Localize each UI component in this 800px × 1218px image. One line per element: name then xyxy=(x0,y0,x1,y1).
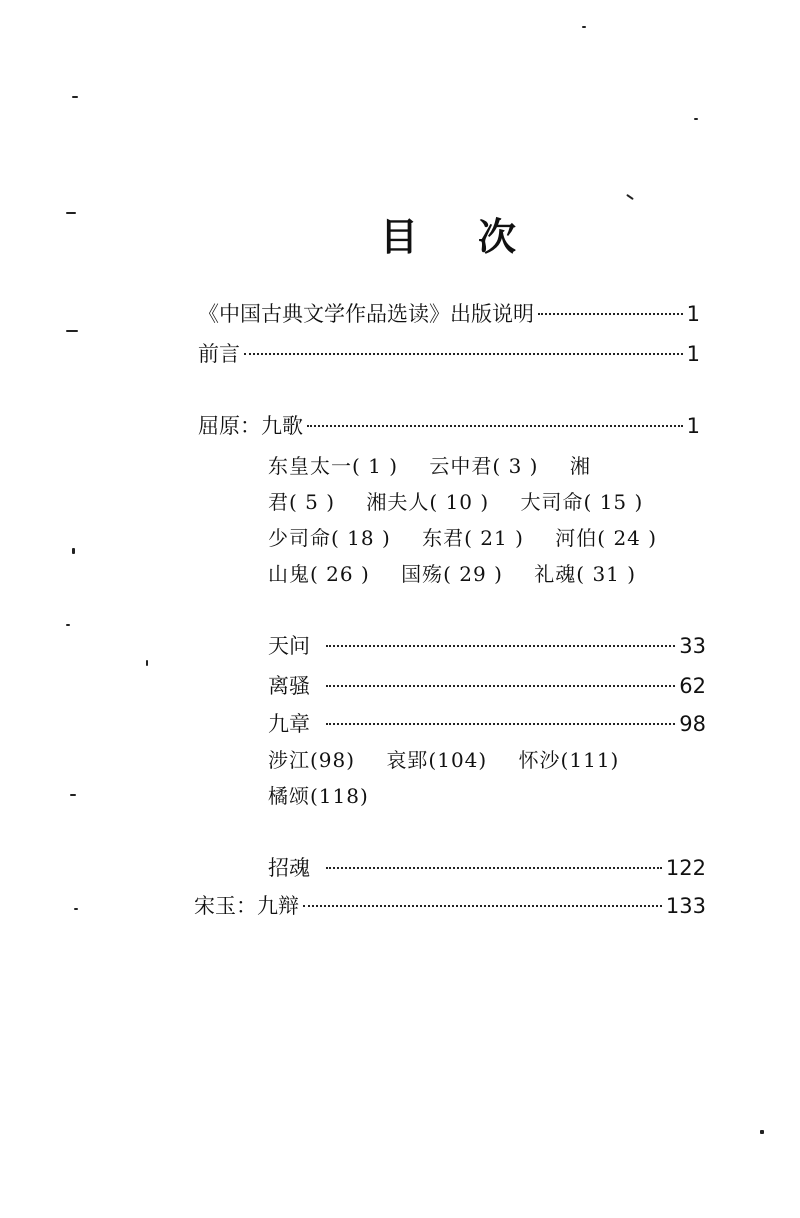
toc-entry-title: 离骚 xyxy=(268,674,310,698)
toc-entry-jiuge[interactable] xyxy=(198,410,700,440)
sub-entry[interactable]: 礼魂( 31 ) xyxy=(534,562,637,586)
toc-leader xyxy=(326,685,675,687)
scan-speck xyxy=(74,908,78,910)
jiuzhang-sub-line-2 xyxy=(268,780,393,809)
scan-speck xyxy=(626,194,634,200)
scan-speck xyxy=(72,96,78,98)
sub-entry[interactable]: 河伯( 24 ) xyxy=(555,526,658,550)
toc-leader xyxy=(538,313,683,315)
sub-entry[interactable]: 大司命( 15 ) xyxy=(520,490,644,514)
sub-entry[interactable]: 哀郢(104) xyxy=(386,748,488,772)
jiuge-sub-line-1 xyxy=(268,450,615,479)
toc-entry-page: 122 xyxy=(665,856,706,880)
toc-leader xyxy=(326,723,675,725)
toc-entry-jiubian[interactable] xyxy=(194,890,706,920)
toc-leader xyxy=(326,867,662,869)
scan-speck xyxy=(70,794,76,796)
toc-entry-preface[interactable] xyxy=(198,338,700,368)
toc-entry-page: 1 xyxy=(686,342,700,366)
page-title-char-1: 目 xyxy=(380,214,419,259)
scan-speck xyxy=(694,118,698,120)
sub-entry[interactable]: 湘夫人( 10 ) xyxy=(366,490,490,514)
toc-entry-publication-note[interactable] xyxy=(198,298,700,328)
sub-entry[interactable]: 云中君( 3 ) xyxy=(429,454,539,478)
toc-entry-page: 1 xyxy=(686,414,700,438)
toc-entry-title: 九章 xyxy=(268,712,310,736)
toc-entry-page: 98 xyxy=(679,712,706,736)
toc-leader xyxy=(307,425,683,427)
scan-speck xyxy=(72,548,75,554)
toc-leader xyxy=(326,645,675,647)
toc-entry-page: 133 xyxy=(665,894,706,918)
toc-entry-page: 1 xyxy=(686,302,700,326)
author-label-song-yu: 宋玉： xyxy=(194,894,257,918)
sub-entry[interactable]: 山鬼( 26 ) xyxy=(268,562,370,586)
sub-entry[interactable]: 怀沙(111) xyxy=(518,748,620,772)
scan-speck xyxy=(66,624,70,626)
scan-speck xyxy=(582,26,586,28)
toc-leader xyxy=(244,353,683,355)
toc-entry-title: 九歌 xyxy=(261,414,303,438)
sub-entry[interactable]: 少司命( 18 ) xyxy=(268,526,391,550)
author-label-qu-yuan: 屈原： xyxy=(198,414,261,438)
toc-entry-title: 前言 xyxy=(198,342,240,366)
toc-entry-title: 天问 xyxy=(268,634,310,658)
toc-entry-zhaohun[interactable] xyxy=(268,852,706,882)
scan-speck xyxy=(760,1130,764,1134)
sub-entry[interactable]: 湘 xyxy=(569,454,591,478)
toc-entry-page: 62 xyxy=(679,674,706,698)
toc-entry-page: 33 xyxy=(679,634,706,658)
toc-entry-title: 招魂 xyxy=(268,856,310,880)
sub-entry[interactable]: 东君( 21 ) xyxy=(422,526,524,550)
toc-entry-jiuzhang[interactable] xyxy=(268,708,706,738)
sub-entry[interactable]: 君( 5 ) xyxy=(268,490,336,514)
sub-entry[interactable]: 东皇太一( 1 ) xyxy=(268,454,399,478)
jiuzhang-sub-line-1 xyxy=(268,744,643,773)
toc-entry-title: 九辩 xyxy=(257,894,299,918)
scan-speck xyxy=(66,330,78,332)
scan-speck xyxy=(66,212,76,214)
toc-leader xyxy=(303,905,662,907)
sub-entry[interactable]: 橘颂(118) xyxy=(268,784,369,808)
jiuge-sub-line-2 xyxy=(268,486,667,515)
jiuge-sub-line-4 xyxy=(268,558,660,587)
toc-entry-title: 《中国古典文学作品选读》出版说明 xyxy=(198,302,534,326)
scan-speck xyxy=(146,660,148,666)
sub-entry[interactable]: 涉江(98) xyxy=(268,748,356,772)
toc-entry-lisao[interactable] xyxy=(268,670,706,700)
jiuge-sub-line-3 xyxy=(268,522,681,551)
sub-entry[interactable]: 国殇( 29 ) xyxy=(401,562,503,586)
toc-entry-tianwen[interactable] xyxy=(268,630,706,660)
page-title-char-2: 次 xyxy=(478,214,517,259)
